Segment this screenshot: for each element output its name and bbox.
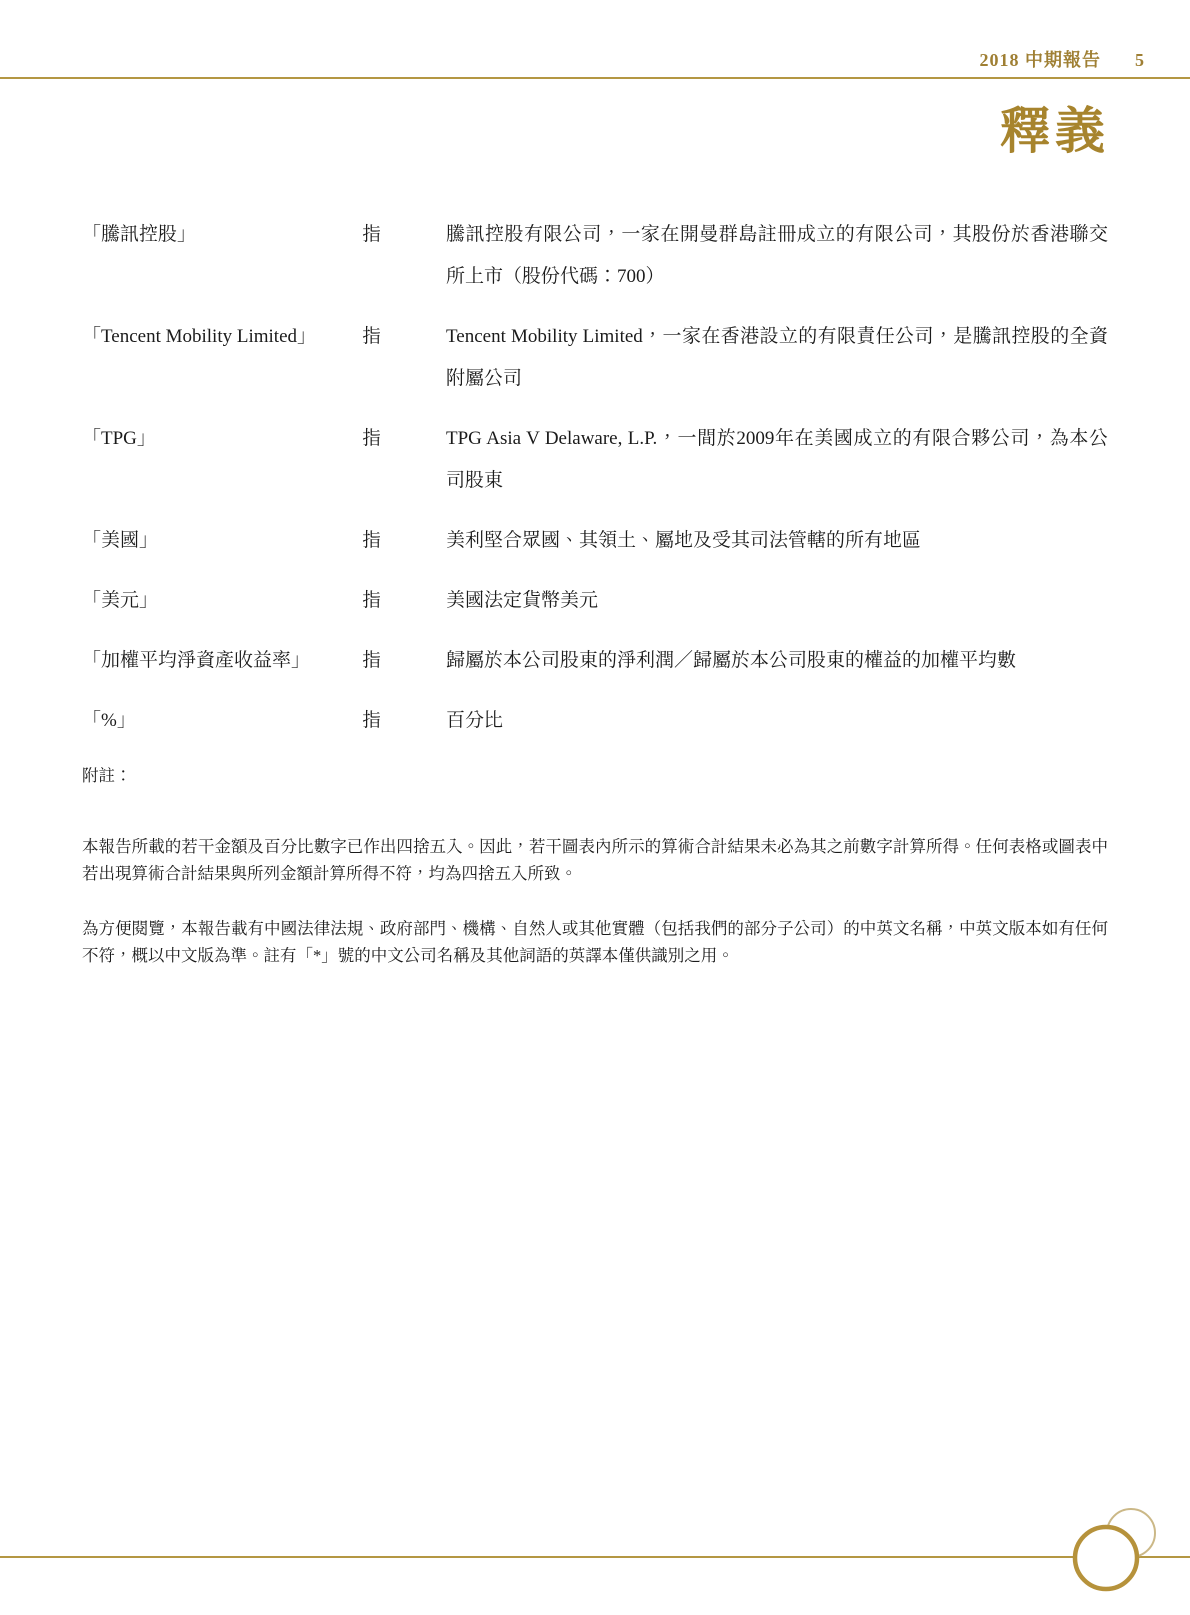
- definition-text: 美利堅合眾國、其領土、屬地及受其司法管轄的所有地區: [446, 530, 922, 551]
- definition-connector: 指: [362, 530, 382, 551]
- note-paragraph: 本報告所載的若干金額及百分比數字已作出四捨五入。因此，若干圖表內所示的算術合計結果未必為其之前數字計算所得。任何表格或圖表中若出現算術合計結果與所列金額計算所得不符，均為四捨五入所致。: [82, 837, 1108, 883]
- page-number: 5: [1135, 50, 1145, 70]
- definition-term: 「加權平均淨資產收益率」: [82, 650, 311, 671]
- definition-text: Tencent Mobility Limited，一家在香港設立的有限責任公司，是騰訊控股的全資附屬公司: [446, 326, 1108, 389]
- definition-connector: 指: [362, 650, 382, 671]
- notes-label: 附註：: [82, 766, 132, 785]
- definition-connector: 指: [362, 326, 382, 347]
- definition-text: 騰訊控股有限公司，一家在開曼群島註冊成立的有限公司，其股份於香港聯交所上市（股份代碼：700）: [446, 224, 1108, 287]
- definition-row: [82, 640, 1108, 682]
- notes-section: [82, 762, 1108, 969]
- definition-text: 百分比: [446, 710, 504, 731]
- definition-connector: 指: [362, 224, 382, 245]
- page-title: 釋義: [1000, 103, 1110, 159]
- page-header: [980, 46, 1146, 72]
- definition-row: [82, 520, 1108, 562]
- definition-row: [82, 700, 1108, 742]
- definition-row: [82, 214, 1108, 298]
- header-rule: [0, 77, 1190, 79]
- definition-text: 歸屬於本公司股東的淨利潤／歸屬於本公司股東的權益的加權平均數: [446, 650, 1017, 671]
- note-paragraph: 為方便閱覽，本報告載有中國法律法規、政府部門、機構、自然人或其他實體（包括我們的部分子公司）的中英文名稱，中英文版本如有任何不符，概以中文版為準。註有「*」號的中文公司名稱及其他詞語的英譯本僅供識別之用。: [82, 919, 1108, 965]
- definition-row: [82, 418, 1108, 502]
- definition-text: TPG Asia V Delaware, L.P.，一間於2009年在美國成立的有限合夥公司，為本公司股東: [446, 428, 1108, 491]
- definition-term: 「%」: [82, 710, 136, 731]
- definition-row: [82, 580, 1108, 622]
- definition-connector: 指: [362, 428, 382, 449]
- definition-term: 「美國」: [82, 530, 159, 551]
- definition-text: 美國法定貨幣美元: [446, 590, 599, 611]
- definition-term: 「TPG」: [82, 428, 156, 449]
- overlapping-circles-decoration: [1000, 1440, 1190, 1615]
- definition-connector: 指: [362, 710, 382, 731]
- definitions-list: [82, 214, 1108, 760]
- definition-row: [82, 316, 1108, 400]
- definition-term: 「騰訊控股」: [82, 224, 197, 245]
- report-title: 2018 中期報告: [979, 50, 1101, 70]
- definition-connector: 指: [362, 590, 382, 611]
- large-circle-shape: [1075, 1527, 1137, 1589]
- definition-term: 「Tencent Mobility Limited」: [82, 326, 317, 347]
- definition-term: 「美元」: [82, 590, 159, 611]
